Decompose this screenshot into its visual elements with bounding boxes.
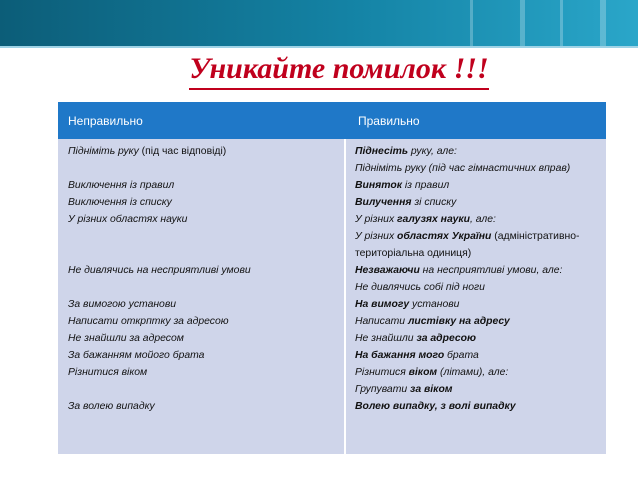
slide-title <box>0 52 638 90</box>
line-segment: Волею випадку, з волі випадку <box>355 401 516 412</box>
header-right: Правильно <box>358 114 420 128</box>
banner-stripe <box>560 0 563 46</box>
line-segment: , але: <box>469 214 496 225</box>
line-segment: Виключення із правил <box>68 180 175 191</box>
header-wrong: Неправильно <box>68 114 143 128</box>
wrong-line <box>68 381 338 398</box>
line-segment: мого <box>418 350 445 361</box>
line-segment: Піднесіть <box>355 146 409 157</box>
table-header <box>58 102 606 139</box>
line-segment: територіальна одиниця) <box>355 248 472 259</box>
line-segment: Незважаючи <box>355 265 420 276</box>
right-line <box>355 262 603 279</box>
right-line <box>355 279 603 296</box>
right-line <box>355 364 603 381</box>
right-line <box>355 143 603 160</box>
line-segment: На вимогу <box>355 299 410 310</box>
line-segment: Виключення із списку <box>68 197 172 208</box>
line-segment: руку, але: <box>408 146 457 157</box>
right-line <box>355 245 603 262</box>
line-segment: Не знайшли за адресом <box>68 333 184 344</box>
line-segment: на несприятливі умови, але: <box>419 265 563 276</box>
banner-stripe <box>600 0 606 46</box>
line-segment: областях України <box>397 231 492 242</box>
line-segment: Не дивлячись на несприятливі умови <box>68 265 251 276</box>
line-segment: за адресою <box>416 333 476 344</box>
right-line <box>355 211 603 228</box>
comparison-table <box>58 102 606 454</box>
right-column <box>355 143 603 415</box>
line-segment: Написати <box>355 316 408 327</box>
line-segment: Різнитися <box>355 367 409 378</box>
wrong-line <box>68 194 338 211</box>
line-segment: Виняток <box>355 180 402 191</box>
right-line <box>355 347 603 364</box>
line-segment: віком <box>408 367 438 378</box>
wrong-line <box>68 347 338 364</box>
line-segment: зі списку <box>411 197 457 208</box>
right-line <box>355 160 603 177</box>
wrong-line <box>68 313 338 330</box>
slide-title-text: Уникайте помилок !!! <box>189 52 488 90</box>
wrong-line <box>68 245 338 262</box>
line-segment: На бажання <box>355 350 419 361</box>
right-line <box>355 398 603 415</box>
line-segment: У різних <box>355 214 398 225</box>
line-segment: Не дивлячись собі під ноги <box>355 282 485 293</box>
wrong-line <box>68 262 338 279</box>
wrong-line <box>68 160 338 177</box>
wrong-column <box>68 143 338 415</box>
line-segment: За бажанням мойого брата <box>68 350 205 361</box>
line-segment: із правил <box>401 180 450 191</box>
line-segment: За волею випадку <box>68 401 155 412</box>
line-segment: галузях науки <box>397 214 470 225</box>
line-segment: Не знайшли <box>355 333 417 344</box>
right-line <box>355 228 603 245</box>
line-segment: Підніміть руку (під час гімнастичних вправ) <box>355 163 571 174</box>
banner-underline <box>0 46 638 48</box>
line-segment: Написати открптку за адресою <box>68 316 229 327</box>
wrong-line <box>68 398 338 415</box>
line-segment: Вилучення <box>355 197 412 208</box>
line-segment: (літами), але: <box>437 367 509 378</box>
line-segment: У різних областях науки <box>68 214 188 225</box>
wrong-line <box>68 211 338 228</box>
column-divider <box>344 139 346 454</box>
line-segment: листівку на адресу <box>407 316 510 327</box>
wrong-line <box>68 364 338 381</box>
wrong-line <box>68 143 338 160</box>
banner-stripe <box>520 0 525 46</box>
right-line <box>355 381 603 398</box>
line-segment: Різнитися віком <box>68 367 148 378</box>
right-line <box>355 177 603 194</box>
wrong-line <box>68 228 338 245</box>
line-segment: за віком <box>410 384 453 395</box>
line-segment: У різних <box>355 231 398 242</box>
line-segment: Групувати <box>355 384 411 395</box>
line-segment: установи <box>409 299 460 310</box>
wrong-line <box>68 279 338 296</box>
right-line <box>355 296 603 313</box>
right-line <box>355 313 603 330</box>
right-line <box>355 194 603 211</box>
line-segment: (під час відповіді) <box>141 146 227 157</box>
line-segment: брата <box>444 350 479 361</box>
line-segment: За вимогою установи <box>68 299 177 310</box>
wrong-line <box>68 177 338 194</box>
wrong-line <box>68 330 338 347</box>
top-banner <box>0 0 638 46</box>
line-segment: Підніміть руку <box>68 146 142 157</box>
banner-stripe <box>470 0 473 46</box>
right-line <box>355 330 603 347</box>
line-segment: (адміністративно- <box>491 231 580 242</box>
wrong-line <box>68 296 338 313</box>
